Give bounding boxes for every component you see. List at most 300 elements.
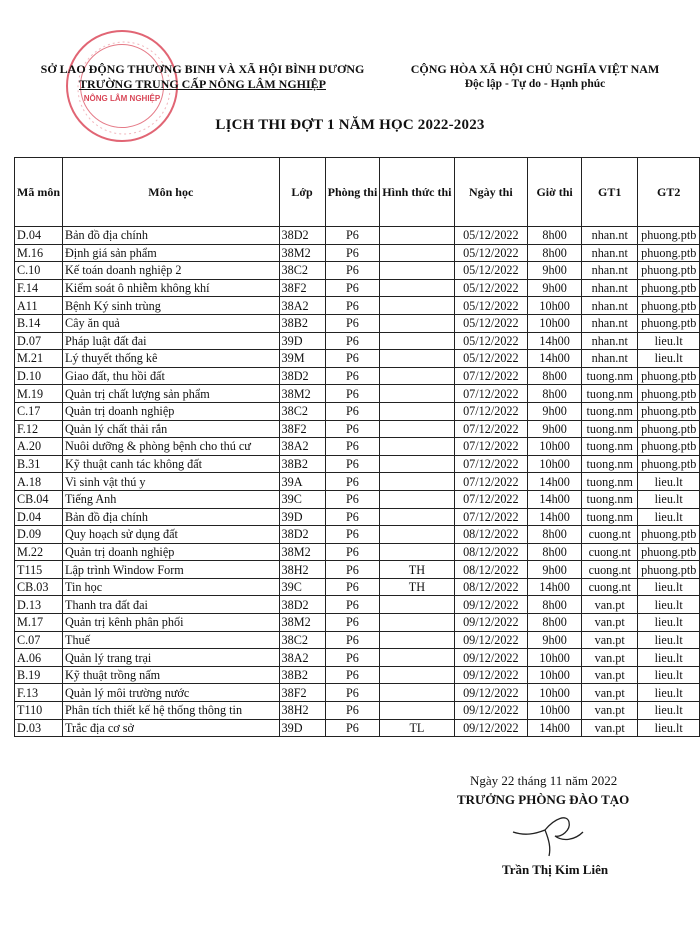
cell-phong-thi: P6 bbox=[325, 596, 380, 614]
cell-gt2: lieu.lt bbox=[638, 631, 700, 649]
cell-gt2: phuong.ptb bbox=[638, 543, 700, 561]
cell-gt1: tuong.nm bbox=[582, 385, 638, 403]
cell-gio-thi: 14h00 bbox=[528, 490, 582, 508]
cell-gt2: lieu.lt bbox=[638, 702, 700, 720]
cell-phong-thi: P6 bbox=[325, 420, 380, 438]
header-ngay-thi: Ngày thi bbox=[454, 158, 528, 227]
cell-mon-hoc: Tin học bbox=[63, 578, 280, 596]
cell-ngay-thi: 05/12/2022 bbox=[454, 314, 528, 332]
cell-mon-hoc: Lập trình Window Form bbox=[63, 561, 280, 579]
cell-phong-thi: P6 bbox=[325, 279, 380, 297]
cell-gt2: lieu.lt bbox=[638, 719, 700, 737]
cell-mon-hoc: Giao đất, thu hồi đất bbox=[63, 367, 280, 385]
cell-lop: 39A bbox=[279, 473, 325, 491]
cell-lop: 38M2 bbox=[279, 385, 325, 403]
cell-ngay-thi: 09/12/2022 bbox=[454, 596, 528, 614]
cell-gt2: lieu.lt bbox=[638, 684, 700, 702]
cell-gt2: lieu.lt bbox=[638, 508, 700, 526]
cell-ma-mon: B.31 bbox=[15, 455, 63, 473]
cell-lop: 39C bbox=[279, 490, 325, 508]
cell-ngay-thi: 07/12/2022 bbox=[454, 455, 528, 473]
table-header-row bbox=[15, 158, 700, 227]
cell-mon-hoc: Thanh tra đất đai bbox=[63, 596, 280, 614]
cell-hinh-thuc bbox=[380, 420, 454, 438]
cell-ma-mon: M.22 bbox=[15, 543, 63, 561]
cell-gt1: cuong.nt bbox=[582, 561, 638, 579]
header-gt2: GT2 bbox=[638, 158, 700, 227]
cell-gt1: nhan.nt bbox=[582, 262, 638, 280]
national-header bbox=[390, 62, 680, 92]
cell-phong-thi: P6 bbox=[325, 631, 380, 649]
cell-lop: 38M2 bbox=[279, 244, 325, 262]
cell-hinh-thuc bbox=[380, 526, 454, 544]
cell-gio-thi: 10h00 bbox=[528, 314, 582, 332]
cell-ngay-thi: 05/12/2022 bbox=[454, 279, 528, 297]
cell-gt1: van.pt bbox=[582, 649, 638, 667]
cell-gt1: tuong.nm bbox=[582, 402, 638, 420]
cell-ma-mon: D.07 bbox=[15, 332, 63, 350]
cell-gt1: van.pt bbox=[582, 631, 638, 649]
cell-ngay-thi: 08/12/2022 bbox=[454, 578, 528, 596]
stamp-text: NÔNG LÂM NGHIỆP bbox=[83, 94, 161, 103]
cell-ma-mon: D.10 bbox=[15, 367, 63, 385]
cell-mon-hoc: Phân tích thiết kế hệ thống thông tin bbox=[63, 702, 280, 720]
cell-gt1: nhan.nt bbox=[582, 227, 638, 245]
cell-gt1: tuong.nm bbox=[582, 420, 638, 438]
cell-ngay-thi: 07/12/2022 bbox=[454, 438, 528, 456]
cell-gio-thi: 14h00 bbox=[528, 508, 582, 526]
cell-mon-hoc: Quản lý trang trại bbox=[63, 649, 280, 667]
cell-ma-mon: M.17 bbox=[15, 614, 63, 632]
cell-hinh-thuc bbox=[380, 402, 454, 420]
cell-mon-hoc: Quản trị kênh phân phối bbox=[63, 614, 280, 632]
cell-ngay-thi: 08/12/2022 bbox=[454, 561, 528, 579]
cell-gio-thi: 14h00 bbox=[528, 719, 582, 737]
cell-hinh-thuc bbox=[380, 684, 454, 702]
cell-gt2: lieu.lt bbox=[638, 666, 700, 684]
cell-ngay-thi: 07/12/2022 bbox=[454, 402, 528, 420]
cell-gt1: nhan.nt bbox=[582, 279, 638, 297]
cell-mon-hoc: Định giá sản phẩm bbox=[63, 244, 280, 262]
table-row bbox=[15, 596, 700, 614]
cell-ma-mon: D.04 bbox=[15, 227, 63, 245]
cell-ma-mon: B.19 bbox=[15, 666, 63, 684]
cell-gt2: lieu.lt bbox=[638, 490, 700, 508]
table-body bbox=[15, 227, 700, 737]
cell-lop: 38A2 bbox=[279, 297, 325, 315]
cell-gio-thi: 9h00 bbox=[528, 402, 582, 420]
cell-gt1: cuong.nt bbox=[582, 543, 638, 561]
cell-mon-hoc: Vi sinh vật thú y bbox=[63, 473, 280, 491]
cell-lop: 38F2 bbox=[279, 420, 325, 438]
cell-gt2: phuong.ptb bbox=[638, 314, 700, 332]
cell-gt1: nhan.nt bbox=[582, 297, 638, 315]
cell-gio-thi: 10h00 bbox=[528, 649, 582, 667]
page-title: LỊCH THI ĐỢT 1 NĂM HỌC 2022-2023 bbox=[215, 117, 485, 133]
cell-lop: 39D bbox=[279, 508, 325, 526]
cell-phong-thi: P6 bbox=[325, 473, 380, 491]
cell-ngay-thi: 05/12/2022 bbox=[454, 262, 528, 280]
cell-phong-thi: P6 bbox=[325, 649, 380, 667]
cell-gio-thi: 8h00 bbox=[528, 526, 582, 544]
cell-gt2: phuong.ptb bbox=[638, 279, 700, 297]
cell-gt1: nhan.nt bbox=[582, 332, 638, 350]
cell-hinh-thuc bbox=[380, 455, 454, 473]
cell-mon-hoc: Pháp luật đất đai bbox=[63, 332, 280, 350]
cell-gt1: nhan.nt bbox=[582, 314, 638, 332]
cell-ma-mon: CB.03 bbox=[15, 578, 63, 596]
cell-gt1: tuong.nm bbox=[582, 367, 638, 385]
cell-mon-hoc: Tiếng Anh bbox=[63, 490, 280, 508]
cell-mon-hoc: Cây ăn quả bbox=[63, 314, 280, 332]
cell-gt2: phuong.ptb bbox=[638, 420, 700, 438]
table-row bbox=[15, 614, 700, 632]
table-row bbox=[15, 490, 700, 508]
cell-gio-thi: 8h00 bbox=[528, 367, 582, 385]
cell-gio-thi: 9h00 bbox=[528, 279, 582, 297]
cell-ma-mon: F.13 bbox=[15, 684, 63, 702]
cell-gio-thi: 14h00 bbox=[528, 578, 582, 596]
cell-lop: 38A2 bbox=[279, 649, 325, 667]
cell-gt1: nhan.nt bbox=[582, 244, 638, 262]
header-hinh-thuc-thi: Hình thức thi bbox=[380, 158, 454, 227]
table-row bbox=[15, 455, 700, 473]
cell-phong-thi: P6 bbox=[325, 385, 380, 403]
header-mon-hoc: Môn học bbox=[63, 158, 280, 227]
cell-ma-mon: D.04 bbox=[15, 508, 63, 526]
table-row bbox=[15, 332, 700, 350]
cell-mon-hoc: Kiểm soát ô nhiễm không khí bbox=[63, 279, 280, 297]
motto-line: Độc lập - Tự do - Hạnh phúc bbox=[464, 78, 606, 90]
cell-lop: 38B2 bbox=[279, 666, 325, 684]
ministry-line: SỞ LAO ĐỘNG THƯƠNG BINH VÀ XÃ HỘI BÌNH DƯƠNG bbox=[40, 62, 365, 76]
cell-gio-thi: 9h00 bbox=[528, 631, 582, 649]
cell-gio-thi: 8h00 bbox=[528, 385, 582, 403]
cell-phong-thi: P6 bbox=[325, 719, 380, 737]
cell-ngay-thi: 09/12/2022 bbox=[454, 719, 528, 737]
cell-gt2: phuong.ptb bbox=[638, 227, 700, 245]
table-row bbox=[15, 508, 700, 526]
cell-ma-mon: D.09 bbox=[15, 526, 63, 544]
cell-lop: 38C2 bbox=[279, 402, 325, 420]
cell-lop: 38F2 bbox=[279, 684, 325, 702]
issuer-header bbox=[30, 62, 375, 92]
school-line: TRƯỜNG TRUNG CẤP NÔNG LÂM NGHIỆP bbox=[78, 77, 326, 91]
table-row bbox=[15, 702, 700, 720]
cell-gt2: lieu.lt bbox=[638, 614, 700, 632]
cell-gt1: cuong.nt bbox=[582, 526, 638, 544]
cell-ma-mon: A.20 bbox=[15, 438, 63, 456]
cell-phong-thi: P6 bbox=[325, 262, 380, 280]
cell-hinh-thuc bbox=[380, 350, 454, 368]
cell-gio-thi: 14h00 bbox=[528, 473, 582, 491]
cell-gt2: lieu.lt bbox=[638, 596, 700, 614]
cell-hinh-thuc bbox=[380, 490, 454, 508]
cell-hinh-thuc: TH bbox=[380, 578, 454, 596]
cell-hinh-thuc bbox=[380, 649, 454, 667]
cell-gio-thi: 10h00 bbox=[528, 438, 582, 456]
cell-ma-mon: T115 bbox=[15, 561, 63, 579]
cell-phong-thi: P6 bbox=[325, 314, 380, 332]
table-row bbox=[15, 684, 700, 702]
cell-lop: 38A2 bbox=[279, 438, 325, 456]
table-row bbox=[15, 350, 700, 368]
table-row bbox=[15, 314, 700, 332]
cell-ma-mon: C.07 bbox=[15, 631, 63, 649]
cell-gt1: van.pt bbox=[582, 719, 638, 737]
table-row bbox=[15, 578, 700, 596]
cell-mon-hoc: Thuế bbox=[63, 631, 280, 649]
cell-ma-mon: C.17 bbox=[15, 402, 63, 420]
country-line: CỘNG HÒA XÃ HỘI CHỦ NGHĨA VIỆT NAM bbox=[410, 62, 660, 76]
cell-gio-thi: 14h00 bbox=[528, 350, 582, 368]
cell-gt2: phuong.ptb bbox=[638, 402, 700, 420]
cell-mon-hoc: Nuôi dưỡng & phòng bệnh cho thú cư bbox=[63, 438, 280, 456]
cell-ma-mon: F.14 bbox=[15, 279, 63, 297]
cell-ma-mon: A.18 bbox=[15, 473, 63, 491]
table-row bbox=[15, 649, 700, 667]
cell-phong-thi: P6 bbox=[325, 490, 380, 508]
cell-ngay-thi: 09/12/2022 bbox=[454, 666, 528, 684]
cell-gio-thi: 8h00 bbox=[528, 614, 582, 632]
cell-phong-thi: P6 bbox=[325, 578, 380, 596]
cell-ngay-thi: 08/12/2022 bbox=[454, 526, 528, 544]
table-row bbox=[15, 385, 700, 403]
table-row bbox=[15, 402, 700, 420]
cell-gio-thi: 8h00 bbox=[528, 596, 582, 614]
cell-ngay-thi: 09/12/2022 bbox=[454, 631, 528, 649]
cell-ngay-thi: 07/12/2022 bbox=[454, 473, 528, 491]
cell-gio-thi: 9h00 bbox=[528, 561, 582, 579]
cell-mon-hoc: Quản lý chất thải rắn bbox=[63, 420, 280, 438]
signing-date: Ngày 22 tháng 11 năm 2022 bbox=[470, 773, 618, 788]
cell-ngay-thi: 05/12/2022 bbox=[454, 297, 528, 315]
cell-hinh-thuc bbox=[380, 244, 454, 262]
cell-ma-mon: M.21 bbox=[15, 350, 63, 368]
cell-hinh-thuc bbox=[380, 262, 454, 280]
cell-ma-mon: D.03 bbox=[15, 719, 63, 737]
cell-gt1: van.pt bbox=[582, 702, 638, 720]
cell-lop: 38D2 bbox=[279, 227, 325, 245]
cell-gio-thi: 8h00 bbox=[528, 244, 582, 262]
cell-gio-thi: 10h00 bbox=[528, 702, 582, 720]
cell-ma-mon: A.06 bbox=[15, 649, 63, 667]
cell-hinh-thuc bbox=[380, 367, 454, 385]
table-row bbox=[15, 631, 700, 649]
cell-phong-thi: P6 bbox=[325, 666, 380, 684]
cell-hinh-thuc bbox=[380, 332, 454, 350]
cell-lop: 38D2 bbox=[279, 367, 325, 385]
cell-gt1: tuong.nm bbox=[582, 438, 638, 456]
cell-gt1: tuong.nm bbox=[582, 455, 638, 473]
cell-hinh-thuc bbox=[380, 508, 454, 526]
cell-gt2: lieu.lt bbox=[638, 350, 700, 368]
cell-phong-thi: P6 bbox=[325, 561, 380, 579]
cell-lop: 38M2 bbox=[279, 543, 325, 561]
cell-gt2: lieu.lt bbox=[638, 473, 700, 491]
cell-phong-thi: P6 bbox=[325, 508, 380, 526]
cell-phong-thi: P6 bbox=[325, 297, 380, 315]
cell-lop: 38B2 bbox=[279, 314, 325, 332]
cell-gio-thi: 10h00 bbox=[528, 455, 582, 473]
cell-ngay-thi: 09/12/2022 bbox=[454, 702, 528, 720]
table-row bbox=[15, 666, 700, 684]
cell-lop: 38F2 bbox=[279, 279, 325, 297]
cell-hinh-thuc bbox=[380, 279, 454, 297]
table-row bbox=[15, 473, 700, 491]
cell-gt1: nhan.nt bbox=[582, 350, 638, 368]
cell-phong-thi: P6 bbox=[325, 702, 380, 720]
cell-ngay-thi: 09/12/2022 bbox=[454, 684, 528, 702]
table-row bbox=[15, 543, 700, 561]
cell-ngay-thi: 09/12/2022 bbox=[454, 649, 528, 667]
cell-ma-mon: T110 bbox=[15, 702, 63, 720]
cell-gt2: phuong.ptb bbox=[638, 438, 700, 456]
cell-gio-thi: 9h00 bbox=[528, 262, 582, 280]
table-row bbox=[15, 526, 700, 544]
cell-gio-thi: 10h00 bbox=[528, 297, 582, 315]
cell-ma-mon: C.10 bbox=[15, 262, 63, 280]
cell-ma-mon: M.16 bbox=[15, 244, 63, 262]
cell-lop: 38B2 bbox=[279, 455, 325, 473]
cell-mon-hoc: Trắc địa cơ sở bbox=[63, 719, 280, 737]
cell-ngay-thi: 05/12/2022 bbox=[454, 244, 528, 262]
header-ma-mon: Mã môn bbox=[15, 158, 63, 227]
cell-hinh-thuc bbox=[380, 227, 454, 245]
cell-mon-hoc: Bản đồ địa chính bbox=[63, 227, 280, 245]
cell-mon-hoc: Quản trị chất lượng sản phẩm bbox=[63, 385, 280, 403]
cell-hinh-thuc bbox=[380, 314, 454, 332]
cell-mon-hoc: Kỹ thuật canh tác không đất bbox=[63, 455, 280, 473]
cell-phong-thi: P6 bbox=[325, 684, 380, 702]
cell-phong-thi: P6 bbox=[325, 367, 380, 385]
cell-gio-thi: 14h00 bbox=[528, 332, 582, 350]
table-row bbox=[15, 561, 700, 579]
cell-lop: 39D bbox=[279, 332, 325, 350]
cell-gt2: phuong.ptb bbox=[638, 262, 700, 280]
cell-hinh-thuc bbox=[380, 631, 454, 649]
cell-ma-mon: M.19 bbox=[15, 385, 63, 403]
cell-gio-thi: 10h00 bbox=[528, 666, 582, 684]
cell-gt1: cuong.nt bbox=[582, 578, 638, 596]
header-lop: Lớp bbox=[279, 158, 325, 227]
cell-gio-thi: 10h00 bbox=[528, 684, 582, 702]
signature-icon bbox=[505, 810, 595, 860]
cell-gt1: tuong.nm bbox=[582, 490, 638, 508]
cell-gt2: phuong.ptb bbox=[638, 244, 700, 262]
cell-phong-thi: P6 bbox=[325, 402, 380, 420]
cell-mon-hoc: Quản trị doanh nghiệp bbox=[63, 402, 280, 420]
cell-mon-hoc: Kỹ thuật trồng nấm bbox=[63, 666, 280, 684]
cell-ma-mon: B.14 bbox=[15, 314, 63, 332]
cell-mon-hoc: Bệnh Ký sinh trùng bbox=[63, 297, 280, 315]
cell-mon-hoc: Bản đồ địa chính bbox=[63, 508, 280, 526]
cell-mon-hoc: Quản trị doanh nghiệp bbox=[63, 543, 280, 561]
cell-ma-mon: D.13 bbox=[15, 596, 63, 614]
cell-gt2: lieu.lt bbox=[638, 649, 700, 667]
cell-mon-hoc: Lý thuyết thống kê bbox=[63, 350, 280, 368]
cell-lop: 38D2 bbox=[279, 526, 325, 544]
cell-lop: 38C2 bbox=[279, 631, 325, 649]
cell-phong-thi: P6 bbox=[325, 455, 380, 473]
cell-gt1: tuong.nm bbox=[582, 508, 638, 526]
cell-mon-hoc: Kế toán doanh nghiệp 2 bbox=[63, 262, 280, 280]
cell-ngay-thi: 09/12/2022 bbox=[454, 614, 528, 632]
cell-gt2: phuong.ptb bbox=[638, 526, 700, 544]
exam-schedule-table bbox=[14, 157, 700, 737]
cell-ngay-thi: 07/12/2022 bbox=[454, 490, 528, 508]
cell-hinh-thuc bbox=[380, 666, 454, 684]
cell-ngay-thi: 07/12/2022 bbox=[454, 508, 528, 526]
cell-gio-thi: 8h00 bbox=[528, 543, 582, 561]
cell-gio-thi: 8h00 bbox=[528, 227, 582, 245]
cell-ma-mon: A11 bbox=[15, 297, 63, 315]
cell-hinh-thuc bbox=[380, 297, 454, 315]
cell-gt1: van.pt bbox=[582, 614, 638, 632]
table-row bbox=[15, 719, 700, 737]
table-row bbox=[15, 438, 700, 456]
cell-lop: 38H2 bbox=[279, 702, 325, 720]
cell-gt2: phuong.ptb bbox=[638, 455, 700, 473]
cell-hinh-thuc bbox=[380, 702, 454, 720]
cell-mon-hoc: Quy hoạch sử dụng đất bbox=[63, 526, 280, 544]
cell-lop: 39M bbox=[279, 350, 325, 368]
signer-name: Trần Thị Kim Liên bbox=[502, 862, 609, 877]
cell-gt1: tuong.nm bbox=[582, 473, 638, 491]
cell-ngay-thi: 07/12/2022 bbox=[454, 367, 528, 385]
cell-gt2: lieu.lt bbox=[638, 332, 700, 350]
cell-hinh-thuc bbox=[380, 473, 454, 491]
cell-mon-hoc: Quản lý môi trường nước bbox=[63, 684, 280, 702]
cell-gio-thi: 9h00 bbox=[528, 420, 582, 438]
table-row bbox=[15, 227, 700, 245]
cell-lop: 38C2 bbox=[279, 262, 325, 280]
cell-lop: 38H2 bbox=[279, 561, 325, 579]
cell-ma-mon: CB.04 bbox=[15, 490, 63, 508]
cell-gt1: van.pt bbox=[582, 666, 638, 684]
cell-phong-thi: P6 bbox=[325, 438, 380, 456]
cell-gt2: phuong.ptb bbox=[638, 297, 700, 315]
table-row bbox=[15, 420, 700, 438]
cell-ngay-thi: 07/12/2022 bbox=[454, 385, 528, 403]
cell-ngay-thi: 07/12/2022 bbox=[454, 420, 528, 438]
signer-title: TRƯỞNG PHÒNG ĐÀO TẠO bbox=[457, 792, 630, 807]
table-row bbox=[15, 279, 700, 297]
cell-ngay-thi: 05/12/2022 bbox=[454, 332, 528, 350]
header-gio-thi: Giờ thi bbox=[528, 158, 582, 227]
cell-gt2: phuong.ptb bbox=[638, 561, 700, 579]
cell-gt2: phuong.ptb bbox=[638, 367, 700, 385]
cell-lop: 39C bbox=[279, 578, 325, 596]
cell-gt1: van.pt bbox=[582, 684, 638, 702]
cell-phong-thi: P6 bbox=[325, 227, 380, 245]
cell-lop: 38M2 bbox=[279, 614, 325, 632]
cell-hinh-thuc bbox=[380, 614, 454, 632]
header-phong-thi: Phòng thi bbox=[325, 158, 380, 227]
cell-ma-mon: F.12 bbox=[15, 420, 63, 438]
table-row bbox=[15, 244, 700, 262]
table-row bbox=[15, 262, 700, 280]
cell-lop: 39D bbox=[279, 719, 325, 737]
cell-hinh-thuc: TH bbox=[380, 561, 454, 579]
header-gt1: GT1 bbox=[582, 158, 638, 227]
table-row bbox=[15, 367, 700, 385]
cell-gt2: lieu.lt bbox=[638, 578, 700, 596]
cell-phong-thi: P6 bbox=[325, 543, 380, 561]
cell-phong-thi: P6 bbox=[325, 614, 380, 632]
cell-phong-thi: P6 bbox=[325, 350, 380, 368]
cell-lop: 38D2 bbox=[279, 596, 325, 614]
